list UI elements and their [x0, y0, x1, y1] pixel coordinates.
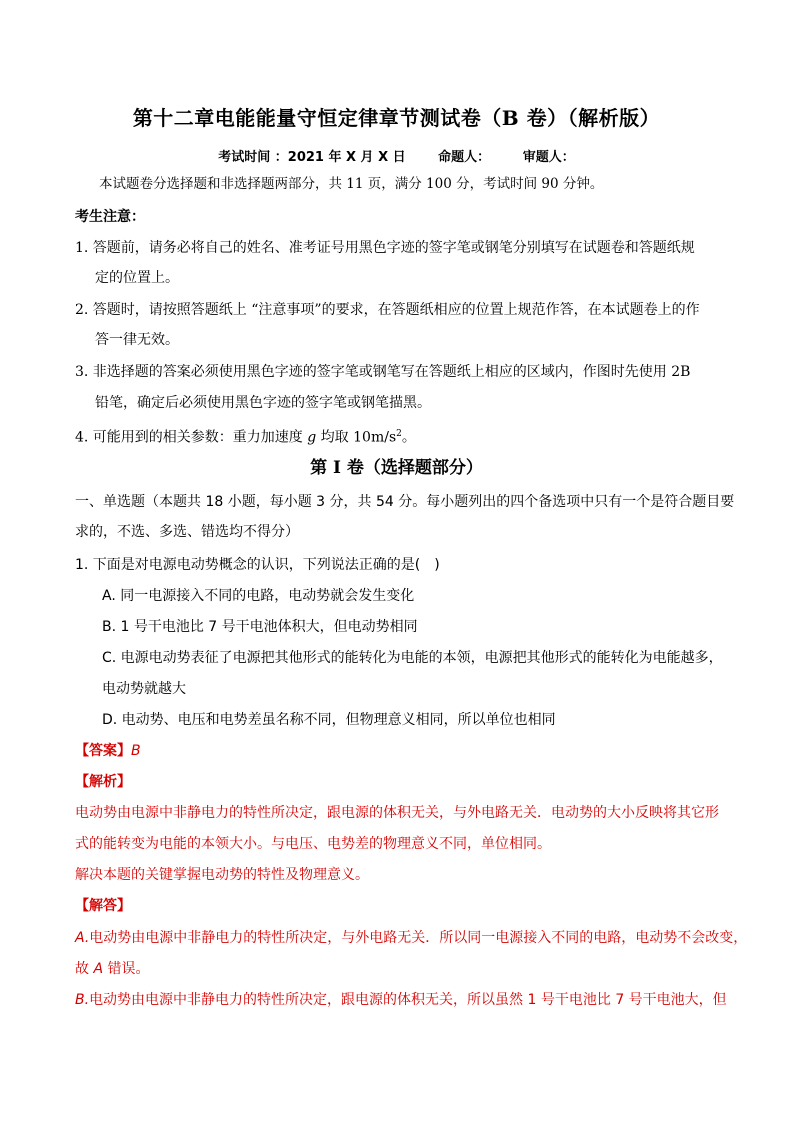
- exam-author: 命题人：: [438, 150, 491, 165]
- analysis-label: 【解析】: [75, 774, 131, 790]
- exam-reviewer: 审题人：: [522, 150, 575, 165]
- solution-a-prefix: A.: [75, 930, 90, 946]
- analysis-line-3: 解决本题的关键掌握电动势的特性及物理意义。: [75, 867, 369, 883]
- notice-item-4-text: 4. 可能用到的相关参数：重力加速度: [75, 429, 308, 446]
- notice-item-4-sup: 2: [396, 429, 402, 439]
- solution-b-prefix: B.: [75, 992, 90, 1008]
- solution-a-line-2: [75, 959, 725, 979]
- notice-item-4-mid: 均取 10m/s: [316, 429, 397, 446]
- analysis-line-2: 式的能转变为电能的本领大小。与电压、电势差的物理意义不同，单位相同。: [75, 836, 551, 852]
- notice-item-4: [75, 424, 725, 448]
- answer-value: B: [131, 743, 141, 759]
- solution-label: 【解答】: [75, 898, 131, 914]
- notice-item-4-end: 。: [401, 429, 416, 446]
- solution-a-line-2-post: 错误。: [103, 961, 150, 977]
- solution-a-text: 电动势由电源中非静电力的特性所决定，与外电路无关．所以同一电源接入不同的电路，电动势不会改变，: [89, 930, 748, 946]
- section-title: 第 I 卷（选择题部分）: [310, 458, 483, 478]
- solution-b-line-1: [75, 990, 725, 1010]
- question-1-option-c-line-2: 电动势就越大: [102, 681, 186, 697]
- exam-time: 考试时间 ：2021 年 X 月 X 日: [218, 150, 406, 165]
- answer-label: 【答案】: [75, 743, 131, 759]
- notice-item-3-line-2: 铅笔，确定后必须使用黑色字迹的签字笔或钢笔描黑。: [95, 395, 431, 411]
- section-instruction-line-1: 一、单选题（本题共 18 小题，每小题 3 分，共 54 分。每小题列出的四个备选项中只有一个是符合题目要: [75, 494, 735, 510]
- notice-item-2-line-1: 2. 答题时，请按照答题纸上 “注意事项”的要求，在答题纸相应的位置上规范作答，在本试题卷上的作: [75, 302, 700, 318]
- exam-intro: 本试题卷分选择题和非选择题两部分，共 11 页，满分 100 分，考试时间 90 分钟。: [99, 176, 604, 192]
- gravity-symbol: g: [307, 429, 317, 446]
- notice-item-1-line-2: 定的位置上。: [95, 270, 179, 286]
- question-1-option-c-line-1: C. 电源电动势表征了电源把其他形式的能转化为电能的本领，电源把其他形式的能转化为电能越多，: [102, 650, 723, 666]
- section-instruction-line-2: 求的，不选、多选、错选均不得分）: [75, 524, 299, 540]
- question-1-option-a: A. 同一电源接入不同的电路，电动势就会发生变化: [102, 588, 415, 604]
- answer-line: [75, 741, 725, 761]
- notice-item-3-line-1: 3. 非选择题的答案必须使用黑色字迹的签字笔或钢笔写在答题纸上相应的区域内，作图时先使用 2B: [75, 364, 691, 380]
- solution-a-line-1: [75, 928, 748, 948]
- analysis-line-1: 电动势由电源中非静电力的特性所决定，跟电源的体积无关，与外电路无关．电动势的大小反映将其它形: [75, 805, 719, 821]
- solution-b-text: 电动势由电源中非静电力的特性所决定，跟电源的体积无关，所以虽然 1 号干电池比 7 号干电池大，但: [89, 992, 727, 1008]
- document-title: 第十二章电能能量守恒定律章节测试卷（B 卷）（解析版）: [132, 106, 661, 130]
- question-1-stem: 1. 下面是对电源电动势概念的认识，下列说法正确的是( ): [75, 557, 440, 573]
- notice-heading: 考生注意：: [75, 209, 145, 225]
- solution-a-line-2-pre: 故: [75, 961, 94, 977]
- notice-item-2-line-2: 答一律无效。: [95, 332, 179, 348]
- question-1-option-b: B. 1 号干电池比 7 号干电池体积大，但电动势相同: [102, 619, 418, 635]
- notice-item-1-line-1: 1. 答题前，请务必将自己的姓名、准考证号用黑色字迹的签字笔或钢笔分别填写在试题卷和答题纸规: [75, 240, 695, 256]
- question-1-option-d: D. 电动势、电压和电势差虽名称不同，但物理意义相同，所以单位也相同: [102, 712, 556, 728]
- exam-meta: [0, 146, 793, 165]
- solution-a-line-2-letter: A: [93, 961, 104, 977]
